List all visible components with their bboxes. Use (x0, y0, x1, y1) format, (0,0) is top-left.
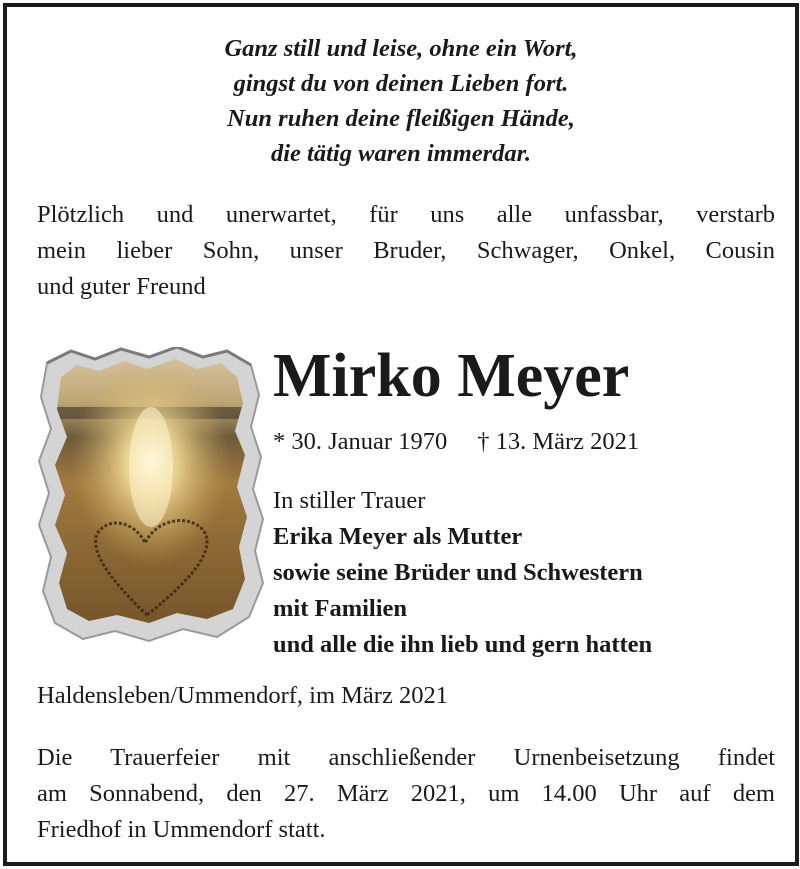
heart-in-sand-photo (37, 347, 265, 647)
mourners-block (273, 483, 652, 663)
birth-date: * 30. Januar 1970 (273, 428, 448, 455)
death-date: † 13. März 2021 (477, 428, 640, 455)
service-line: Die Trauerfeier mit anschließender Urnenbeisetzung findet (37, 744, 775, 771)
poem-line: gingst du von deinen Lieben fort. (233, 70, 569, 97)
obituary-frame (3, 3, 799, 866)
announcement-line: mein lieber Sohn, unser Bruder, Schwager, Onkel, Cousin (37, 237, 775, 264)
poem-line: Nun ruhen deine fleißigen Hände, (227, 105, 575, 132)
service-line: am Sonnabend, den 27. März 2021, um 14.00 Uhr auf dem (37, 780, 775, 807)
funeral-service-info (37, 740, 775, 848)
place-and-date: Haldensleben/Ummendorf, im März 2021 (37, 682, 448, 709)
death-announcement (37, 197, 775, 305)
mourner-line: sowie seine Brüder und Schwestern (273, 559, 643, 586)
mourner-line: mit Familien (273, 595, 408, 622)
announcement-line: Plötzlich und unerwartet, für uns alle unfassbar, verstarb (37, 201, 775, 228)
life-dates (273, 426, 639, 458)
deceased-name: Mirko Meyer (273, 342, 630, 410)
announcement-line: und guter Freund (37, 273, 206, 300)
poem-line: Ganz still und leise, ohne ein Wort, (224, 35, 578, 62)
poem-line: die tätig waren immerdar. (271, 140, 531, 167)
memorial-poem (7, 31, 795, 171)
service-line: Friedhof in Ummendorf statt. (37, 816, 326, 843)
mourner-line: und alle die ihn lieb und gern hatten (273, 631, 653, 658)
mourning-intro: In stiller Trauer (273, 487, 426, 514)
mourner-line: Erika Meyer als Mutter (273, 523, 523, 550)
